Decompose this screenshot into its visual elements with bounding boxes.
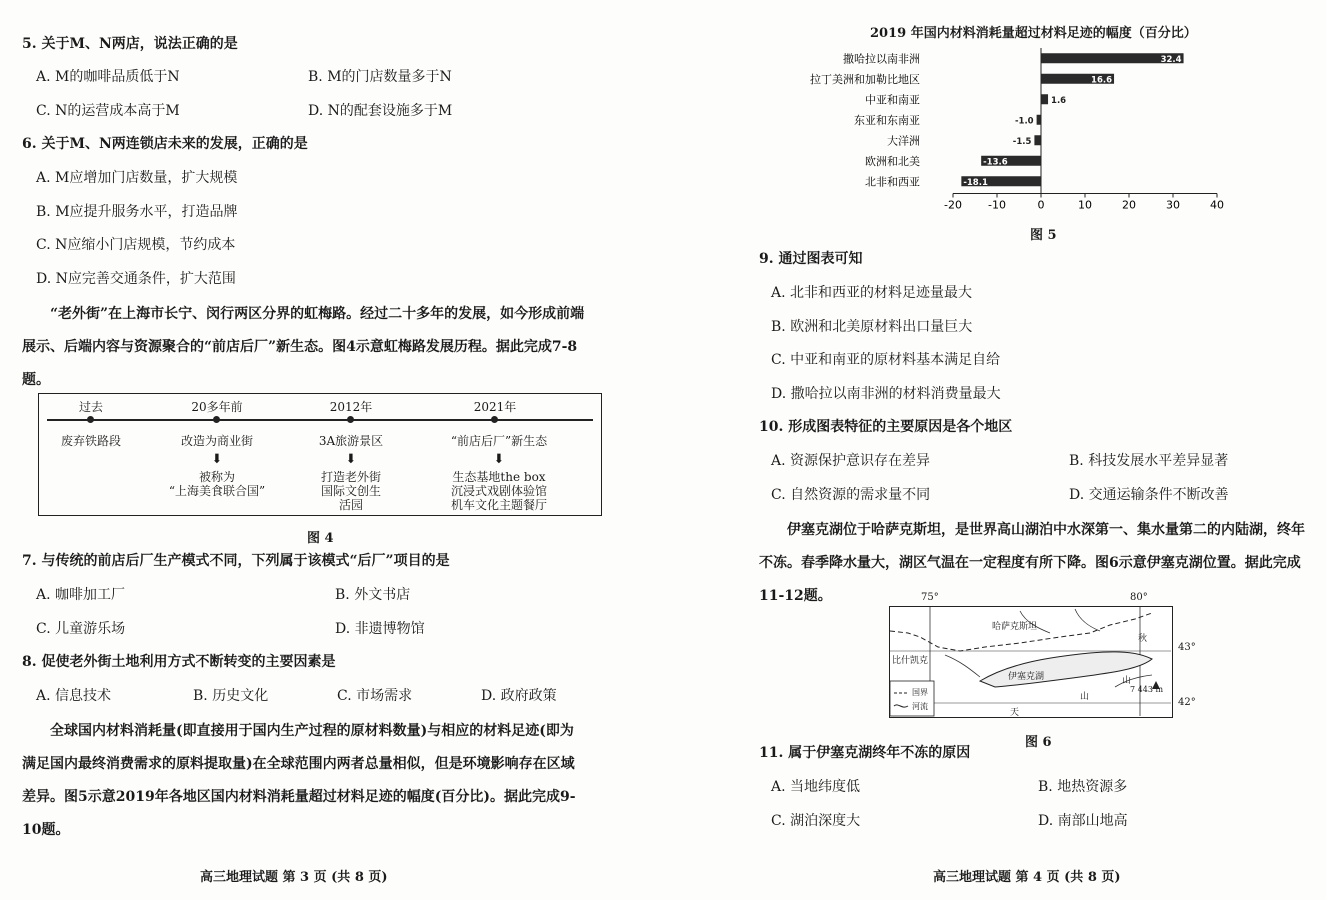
- label-kaz-2: 秋: [1138, 634, 1148, 644]
- label-bishkek: 比什凯克: [892, 656, 929, 666]
- down-arrow-icon: ⬇: [211, 452, 223, 467]
- q5-stem: 5. 关于M、N两店，说法正确的是: [22, 36, 238, 52]
- timeline-stage-0: 废弃铁路段: [60, 434, 122, 448]
- q10-option-c[interactable]: C. 自然资源的需求量不同: [771, 487, 931, 503]
- page-footer-4: 高三地理试题 第 4 页 (共 8 页): [933, 870, 1121, 885]
- timeline-dot-3: [491, 416, 498, 423]
- figure-4-label: 图 4: [307, 531, 334, 546]
- timeline-stage-3: “前店后厂”新生态: [450, 434, 548, 448]
- chart-bar: [1037, 115, 1041, 125]
- latitude-43: 43°: [1178, 642, 1196, 653]
- chart-bar: [1041, 94, 1048, 104]
- q6-option-a[interactable]: A. M应增加门店数量，扩大规模: [36, 170, 238, 186]
- q9-stem: 9. 通过图表可知: [759, 251, 863, 267]
- label-peak-elevation: 7 443 m: [1130, 685, 1164, 694]
- label-tian: 天: [1010, 708, 1020, 718]
- legend-border: 国界: [912, 688, 928, 697]
- timeline-detail-2: 打造老外街 国际文创生 活园: [320, 470, 382, 512]
- chart-x-tick-label: 40: [1210, 198, 1224, 212]
- timeline-detail-1: 被称为 “上海美食联合国”: [168, 470, 266, 498]
- chart-x-tick-label: 0: [1037, 198, 1045, 212]
- q6-option-b[interactable]: B. M应提升服务水平，打造品牌: [36, 204, 238, 220]
- q9-option-c[interactable]: C. 中亚和南亚的原材料基本满足自给: [771, 352, 1001, 368]
- legend-river: 河流: [912, 702, 928, 711]
- q11-option-b[interactable]: B. 地热资源多: [1038, 779, 1128, 795]
- q7-option-b[interactable]: B. 外文书店: [335, 587, 411, 603]
- q11-option-c[interactable]: C. 湖泊深度大: [771, 813, 861, 829]
- chart-x-tick-label: 30: [1166, 198, 1180, 212]
- chart-data-label: -18.1: [963, 177, 988, 188]
- timeline-year-2: 2012年: [329, 400, 373, 414]
- q11-option-a[interactable]: A. 当地纬度低: [771, 779, 861, 795]
- timeline-year-3: 2021年: [473, 400, 517, 414]
- q11-option-d[interactable]: D. 南部山地高: [1038, 813, 1128, 829]
- label-mountain-2: 山: [1080, 692, 1090, 702]
- figure-6-label: 图 6: [1025, 735, 1052, 750]
- timeline-year-1: 20多年前: [191, 400, 243, 414]
- timeline-stage-2: 3A旅游景区: [318, 434, 384, 448]
- label-kazakhstan: 哈萨克斯坦: [992, 622, 1038, 632]
- q5-option-b[interactable]: B. M的门店数量多于N: [308, 69, 452, 85]
- q5-option-c[interactable]: C. N的运营成本高于M: [36, 103, 180, 119]
- chart-bar: [1034, 135, 1041, 145]
- q7-stem: 7. 与传统的前店后厂生产模式不同，下列属于该模式“后厂”项目的是: [22, 553, 450, 569]
- issyk-kul-map: [889, 592, 1196, 718]
- q11-stem: 11. 属于伊塞克湖终年不冻的原因: [759, 745, 971, 761]
- q10-option-b[interactable]: B. 科技发展水平差异显著: [1069, 453, 1229, 469]
- q9-option-b[interactable]: B. 欧洲和北美原材料出口量巨大: [771, 319, 973, 335]
- q6-option-c[interactable]: C. N应缩小门店规模，节约成本: [36, 237, 236, 253]
- chart-category-label: 东亚和东南亚: [854, 113, 920, 127]
- chart-data-label: 32.4: [1160, 54, 1182, 65]
- chart-category-label: 中亚和南亚: [865, 93, 920, 107]
- passage-material: 全球国内材料消耗量(即直接用于国内生产过程的原材料数量)与相应的材料足迹(即为满足国内最终消费需求的原料提取量)在全球范围内两者总量相似，但是环境影响存在区域差异。图5示意2019年各地区国内材料消耗量超过材料足迹的幅度(百分比)。据此完成9-10题。: [22, 723, 576, 838]
- q6-option-d[interactable]: D. N应完善交通条件，扩大范围: [36, 271, 236, 287]
- q6-stem: 6. 关于M、N两连锁店未来的发展，正确的是: [22, 136, 308, 152]
- longitude-80: 80°: [1130, 592, 1148, 603]
- timeline-axis: [47, 419, 593, 421]
- chart-data-label: -1.5: [1012, 136, 1032, 147]
- timeline-dot-0: [87, 416, 94, 423]
- q8-option-b[interactable]: B. 历史文化: [193, 688, 269, 704]
- chart-title: 2019 年国内材料消耗量超过材料足迹的幅度（百分比）: [870, 26, 1197, 41]
- chart-data-label: -13.6: [983, 157, 1008, 168]
- q10-stem: 10. 形成图表特征的主要原因是各个地区: [759, 419, 1013, 435]
- chart-category-label: 撒哈拉以南非洲: [843, 52, 920, 66]
- chart-category-label: 欧洲和北美: [865, 154, 920, 168]
- chart-data-label: -1.0: [1015, 116, 1034, 127]
- q7-option-a[interactable]: A. 咖啡加工厂: [36, 587, 126, 603]
- page-footer-3: 高三地理试题 第 3 页 (共 8 页): [200, 870, 388, 885]
- timeline-detail-3: 生态基地the box 沉浸式戏剧体验馆 机车文化主题餐厅: [450, 470, 548, 512]
- q5-option-a[interactable]: A. M的咖啡品质低于N: [36, 69, 180, 85]
- latitude-42: 42°: [1178, 697, 1196, 708]
- chart-x-tick-label: 20: [1122, 198, 1136, 212]
- q8-stem: 8. 促使老外街土地利用方式不断转变的主要因素是: [22, 654, 336, 670]
- timeline-dot-1: [213, 416, 220, 423]
- q8-option-d[interactable]: D. 政府政策: [481, 688, 557, 704]
- bar-chart: [810, 44, 1233, 214]
- q5-option-d[interactable]: D. N的配套设施多于M: [308, 103, 453, 119]
- chart-x-tick-label: 10: [1078, 198, 1092, 212]
- down-arrow-icon: ⬇: [493, 452, 505, 467]
- longitude-75: 75°: [921, 592, 939, 603]
- chart-category-label: 大洋洲: [887, 134, 920, 148]
- q10-option-d[interactable]: D. 交通运输条件不断改善: [1069, 487, 1229, 503]
- down-arrow-icon: ⬇: [345, 452, 357, 467]
- chart-category-label: 拉丁美洲和加勒比地区: [810, 72, 920, 86]
- passage-laowaijie: “老外街”在上海市长宁、闵行两区分界的虹梅路。经过二十多年的发展，如今形成前端展示、后端内容与资源聚合的“前店后厂”新生态。图4示意虹梅路发展历程。据此完成7-8题。: [22, 306, 585, 388]
- timeline-stage-1: 改造为商业街: [180, 434, 254, 448]
- chart-x-tick-label: -20: [944, 198, 962, 212]
- timeline-dot-2: [347, 416, 354, 423]
- chart-category-label: 北非和西亚: [865, 175, 920, 189]
- passage-issyk-kul: 伊塞克湖位于哈萨克斯坦，是世界高山湖泊中水深第一、集水量第二的内陆湖，终年不冻。春季降水量大，湖区气温在一定程度有所下降。图6示意伊塞克湖位置。据此完成11-12题。: [759, 522, 1305, 604]
- q10-option-a[interactable]: A. 资源保护意识存在差异: [771, 453, 931, 469]
- label-issyk-kul: 伊塞克湖: [1008, 672, 1045, 682]
- q7-option-c[interactable]: C. 儿童游乐场: [36, 621, 126, 637]
- q9-option-d[interactable]: D. 撒哈拉以南非洲的材料消费量最大: [771, 386, 1001, 402]
- q9-option-a[interactable]: A. 北非和西亚的材料足迹量最大: [771, 285, 973, 301]
- q8-option-c[interactable]: C. 市场需求: [337, 688, 413, 704]
- q8-option-a[interactable]: A. 信息技术: [36, 688, 112, 704]
- timeline-year-0: 过去: [78, 400, 104, 414]
- chart-data-label: 16.6: [1091, 75, 1113, 86]
- chart-x-tick-label: -10: [988, 198, 1006, 212]
- label-mountain-1: 山: [1122, 676, 1132, 686]
- q7-option-d[interactable]: D. 非遗博物馆: [335, 621, 425, 637]
- timeline-figure: [38, 393, 602, 516]
- chart-data-label: 1.6: [1051, 95, 1067, 106]
- figure-5-label: 图 5: [1030, 228, 1057, 243]
- right-page: [663, 0, 1326, 900]
